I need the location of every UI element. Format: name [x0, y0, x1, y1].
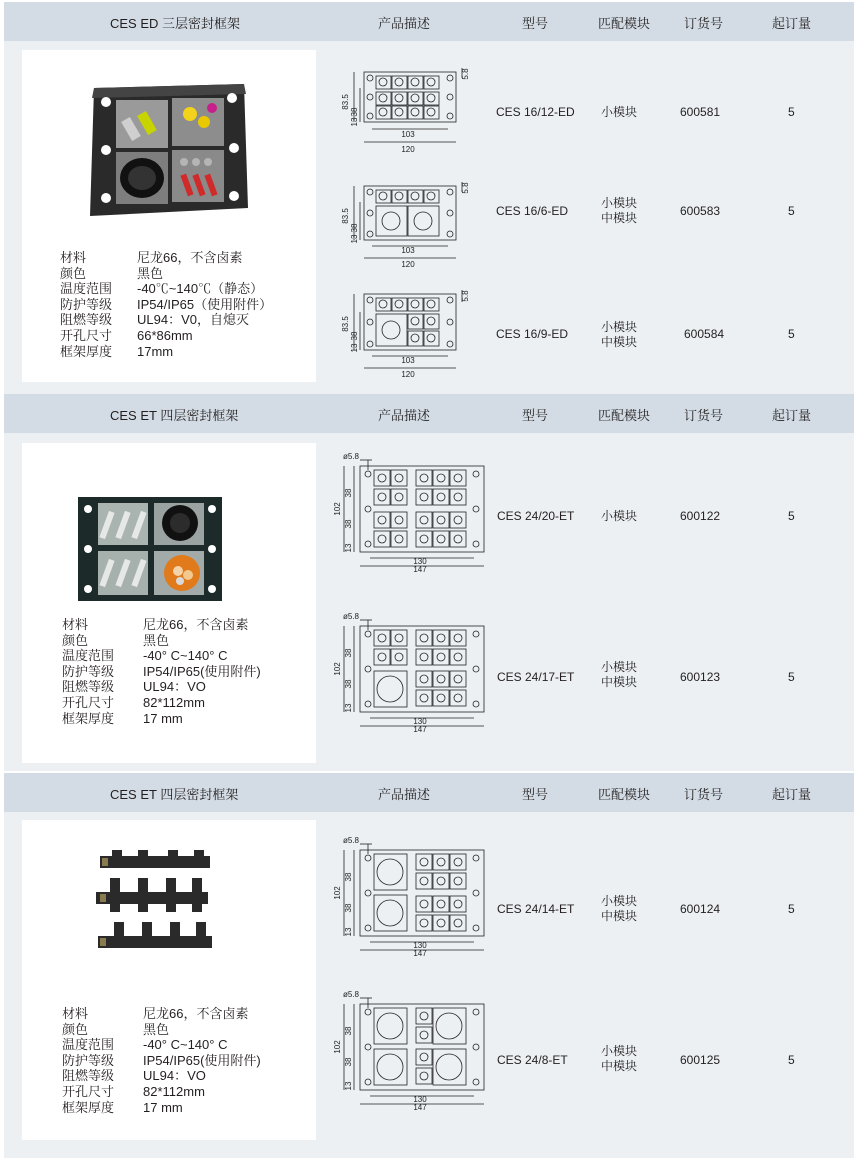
spec-row	[62, 1022, 261, 1038]
module-item: 中模块	[601, 211, 638, 225]
spec-list	[62, 1006, 261, 1115]
svg-text:ø5.8: ø5.8	[343, 452, 360, 461]
section-title: CES ED 三层密封框架	[110, 16, 241, 31]
min-order-qty: 5	[788, 327, 795, 341]
model-number: CES 24/20-ET	[497, 509, 575, 523]
spec-key: 框架厚度	[62, 710, 115, 726]
col-header-qty: 起订量	[772, 408, 812, 423]
model-number: CES 24/14-ET	[497, 902, 575, 916]
svg-text:147: 147	[413, 725, 427, 734]
spec-key: 开孔尺寸	[62, 694, 115, 710]
module-list	[601, 660, 637, 690]
module-item: 中模块	[601, 909, 638, 923]
svg-text:38: 38	[344, 903, 353, 913]
svg-text:ø5.8: ø5.8	[343, 836, 360, 845]
spec-value: 66*86mm	[137, 327, 193, 343]
svg-text:83.5: 83.5	[341, 94, 350, 110]
spec-value: 黑色	[143, 1021, 170, 1037]
spec-row	[62, 679, 261, 695]
svg-text:38: 38	[344, 872, 353, 882]
svg-text:38: 38	[344, 1057, 353, 1067]
dimension-drawing	[330, 608, 490, 739]
section-header-ces-et	[4, 394, 854, 433]
spec-key: 开孔尺寸	[60, 327, 113, 343]
dimension-drawing	[330, 448, 490, 579]
spec-list	[62, 617, 261, 726]
spec-value: 尼龙66，不含卤素	[137, 250, 243, 265]
svg-text:38: 38	[344, 488, 353, 498]
module-item: 中模块	[601, 335, 638, 349]
spec-row	[60, 344, 272, 360]
order-number: 600581	[680, 105, 721, 119]
model-number: CES 16/9-ED	[496, 327, 569, 341]
svg-text:130: 130	[413, 717, 427, 726]
svg-text:5.8: 5.8	[461, 182, 470, 194]
spec-key: 颜色	[60, 265, 87, 281]
spec-value: 黑色	[137, 265, 164, 281]
spec-key: 颜色	[62, 1021, 89, 1037]
dimension-drawing	[336, 176, 471, 277]
svg-text:13: 13	[344, 1081, 353, 1091]
min-order-qty: 5	[788, 670, 795, 684]
svg-text:102: 102	[333, 662, 342, 676]
order-number: 600125	[680, 1053, 721, 1067]
min-order-qty: 5	[788, 204, 795, 218]
col-header-order: 订货号	[684, 787, 724, 802]
module-item: 小模块	[601, 509, 638, 523]
module-list	[601, 105, 637, 120]
product-card-ces-et	[22, 443, 316, 763]
spec-value: IP54/IP65（使用附件）	[137, 296, 273, 312]
svg-text:38: 38	[344, 519, 353, 529]
spec-value: IP54/IP65(使用附件)	[143, 1052, 261, 1068]
spec-row	[60, 250, 272, 266]
col-header-module: 匹配模块	[598, 16, 651, 31]
spec-row	[62, 617, 261, 633]
spec-row	[60, 297, 272, 313]
module-list	[601, 196, 637, 226]
spec-value: UL94：V0，自熄灭	[137, 312, 249, 328]
col-header-description: 产品描述	[378, 16, 431, 31]
spec-value: 17mm	[137, 343, 174, 359]
spec-key: 材料	[60, 250, 87, 265]
module-item: 小模块	[601, 105, 638, 119]
svg-text:147: 147	[413, 949, 427, 958]
spec-row	[60, 266, 272, 282]
spec-row	[62, 1068, 261, 1084]
product-photo-ces-ed	[84, 78, 254, 224]
svg-text:120: 120	[401, 145, 415, 154]
spec-row	[62, 1084, 261, 1100]
model-number: CES 24/8-ET	[497, 1053, 568, 1067]
col-header-qty: 起订量	[772, 787, 812, 802]
col-header-model: 型号	[522, 408, 549, 423]
spec-row	[62, 1037, 261, 1053]
spec-value: 82*112mm	[143, 694, 205, 710]
model-number: CES 24/17-ET	[497, 670, 575, 684]
spec-key: 阻燃等级	[62, 679, 115, 695]
order-number: 600124	[680, 902, 721, 916]
svg-text:103: 103	[401, 246, 415, 255]
dimension-drawing	[336, 62, 471, 163]
spec-value: 17 mm	[143, 710, 183, 726]
svg-text:103: 103	[401, 356, 415, 365]
module-item: 小模块	[601, 894, 638, 908]
svg-text:130: 130	[413, 941, 427, 950]
spec-key: 温度范围	[62, 648, 115, 664]
svg-text:13: 13	[344, 543, 353, 553]
spec-value: -40° C~140° C	[143, 648, 228, 664]
min-order-qty: 5	[788, 105, 795, 119]
spec-row	[62, 695, 261, 711]
module-list	[601, 1044, 637, 1074]
col-header-qty: 起订量	[772, 16, 812, 31]
svg-text:38: 38	[350, 331, 359, 341]
svg-text:13: 13	[350, 234, 359, 244]
svg-text:130: 130	[413, 1095, 427, 1104]
svg-text:102: 102	[333, 1040, 342, 1054]
section-header-ces-ed	[4, 2, 854, 41]
spec-row	[62, 648, 261, 664]
spec-row	[62, 633, 261, 649]
svg-text:5.8: 5.8	[461, 68, 470, 80]
module-item: 小模块	[601, 196, 638, 210]
svg-text:13: 13	[344, 927, 353, 937]
spec-list	[60, 250, 272, 359]
svg-text:120: 120	[401, 370, 415, 379]
spec-row	[62, 1006, 261, 1022]
product-card-ces-ed	[22, 50, 316, 382]
svg-text:ø5.8: ø5.8	[343, 990, 360, 999]
spec-value: -40℃~140℃（静态）	[137, 281, 264, 297]
spec-value: UL94：VO	[143, 1068, 206, 1084]
spec-key: 颜色	[62, 632, 89, 648]
module-item: 中模块	[601, 675, 638, 689]
spec-key: 框架厚度	[62, 1099, 115, 1115]
spec-row	[62, 664, 261, 680]
col-header-module: 匹配模块	[598, 787, 651, 802]
svg-text:103: 103	[401, 130, 415, 139]
col-header-order: 订货号	[684, 16, 724, 31]
order-number: 600583	[680, 204, 721, 218]
order-number: 600584	[684, 327, 725, 341]
order-number: 600123	[680, 670, 721, 684]
spec-key: 材料	[62, 1006, 89, 1021]
svg-text:130: 130	[413, 557, 427, 566]
spec-value: UL94：VO	[143, 679, 206, 695]
module-item: 小模块	[601, 320, 638, 334]
section-title: CES ET 四层密封框架	[110, 408, 239, 423]
col-header-model: 型号	[522, 16, 549, 31]
dimension-drawing	[330, 832, 490, 963]
dimension-drawing	[330, 986, 490, 1117]
spec-key: 温度范围	[62, 1037, 115, 1053]
svg-text:38: 38	[344, 648, 353, 658]
spec-key: 开孔尺寸	[62, 1083, 115, 1099]
col-header-order: 订货号	[684, 408, 724, 423]
spec-value: 17 mm	[143, 1099, 183, 1115]
spec-row	[60, 281, 272, 297]
module-list	[601, 509, 637, 524]
product-card-ces-et-2	[22, 820, 316, 1140]
svg-text:13: 13	[350, 343, 359, 353]
spec-value: -40° C~140° C	[143, 1037, 228, 1053]
svg-text:147: 147	[413, 565, 427, 574]
spec-key: 阻燃等级	[60, 312, 113, 328]
svg-text:120: 120	[401, 260, 415, 269]
min-order-qty: 5	[788, 509, 795, 523]
spec-key: 材料	[62, 617, 89, 632]
svg-text:38: 38	[344, 679, 353, 689]
dimension-drawing	[336, 286, 471, 387]
spec-row	[60, 312, 272, 328]
module-item: 小模块	[601, 660, 638, 674]
spec-key: 防护等级	[60, 296, 113, 312]
svg-text:38: 38	[344, 1026, 353, 1036]
min-order-qty: 5	[788, 902, 795, 916]
col-header-description: 产品描述	[378, 408, 431, 423]
svg-text:38: 38	[350, 223, 359, 233]
svg-text:147: 147	[413, 1103, 427, 1112]
svg-text:102: 102	[333, 886, 342, 900]
spec-row	[62, 711, 261, 727]
product-photo-frame-parts	[92, 848, 222, 958]
spec-value: 尼龙66，不含卤素	[143, 617, 249, 632]
svg-text:13: 13	[344, 703, 353, 713]
product-photo-ces-et	[74, 493, 226, 605]
spec-key: 防护等级	[62, 1052, 115, 1068]
spec-key: 防护等级	[62, 663, 115, 679]
spec-value: 82*112mm	[143, 1083, 205, 1099]
svg-text:13: 13	[350, 117, 359, 127]
model-number: CES 16/6-ED	[496, 204, 569, 218]
spec-key: 温度范围	[60, 281, 113, 297]
section-header-ces-et-2	[4, 773, 854, 812]
svg-text:102: 102	[333, 502, 342, 516]
module-list	[601, 320, 637, 350]
spec-key: 阻燃等级	[62, 1068, 115, 1084]
model-number: CES 16/12-ED	[496, 105, 575, 119]
col-header-module: 匹配模块	[598, 408, 651, 423]
spec-value: 尼龙66，不含卤素	[143, 1006, 249, 1021]
spec-row	[62, 1053, 261, 1069]
spec-key: 框架厚度	[60, 343, 113, 359]
svg-text:83.5: 83.5	[341, 316, 350, 332]
order-number: 600122	[680, 509, 721, 523]
module-item: 中模块	[601, 1059, 638, 1073]
col-header-description: 产品描述	[378, 787, 431, 802]
spec-value: IP54/IP65(使用附件)	[143, 663, 261, 679]
module-list	[601, 894, 637, 924]
spec-value: 黑色	[143, 632, 170, 648]
spec-row	[60, 328, 272, 344]
module-item: 小模块	[601, 1044, 638, 1058]
svg-text:ø5.8: ø5.8	[343, 612, 360, 621]
svg-text:83.5: 83.5	[341, 208, 350, 224]
svg-text:38: 38	[350, 107, 359, 117]
col-header-model: 型号	[522, 787, 549, 802]
spec-row	[62, 1100, 261, 1116]
min-order-qty: 5	[788, 1053, 795, 1067]
svg-text:5.8: 5.8	[461, 290, 470, 302]
section-title: CES ET 四层密封框架	[110, 787, 239, 802]
